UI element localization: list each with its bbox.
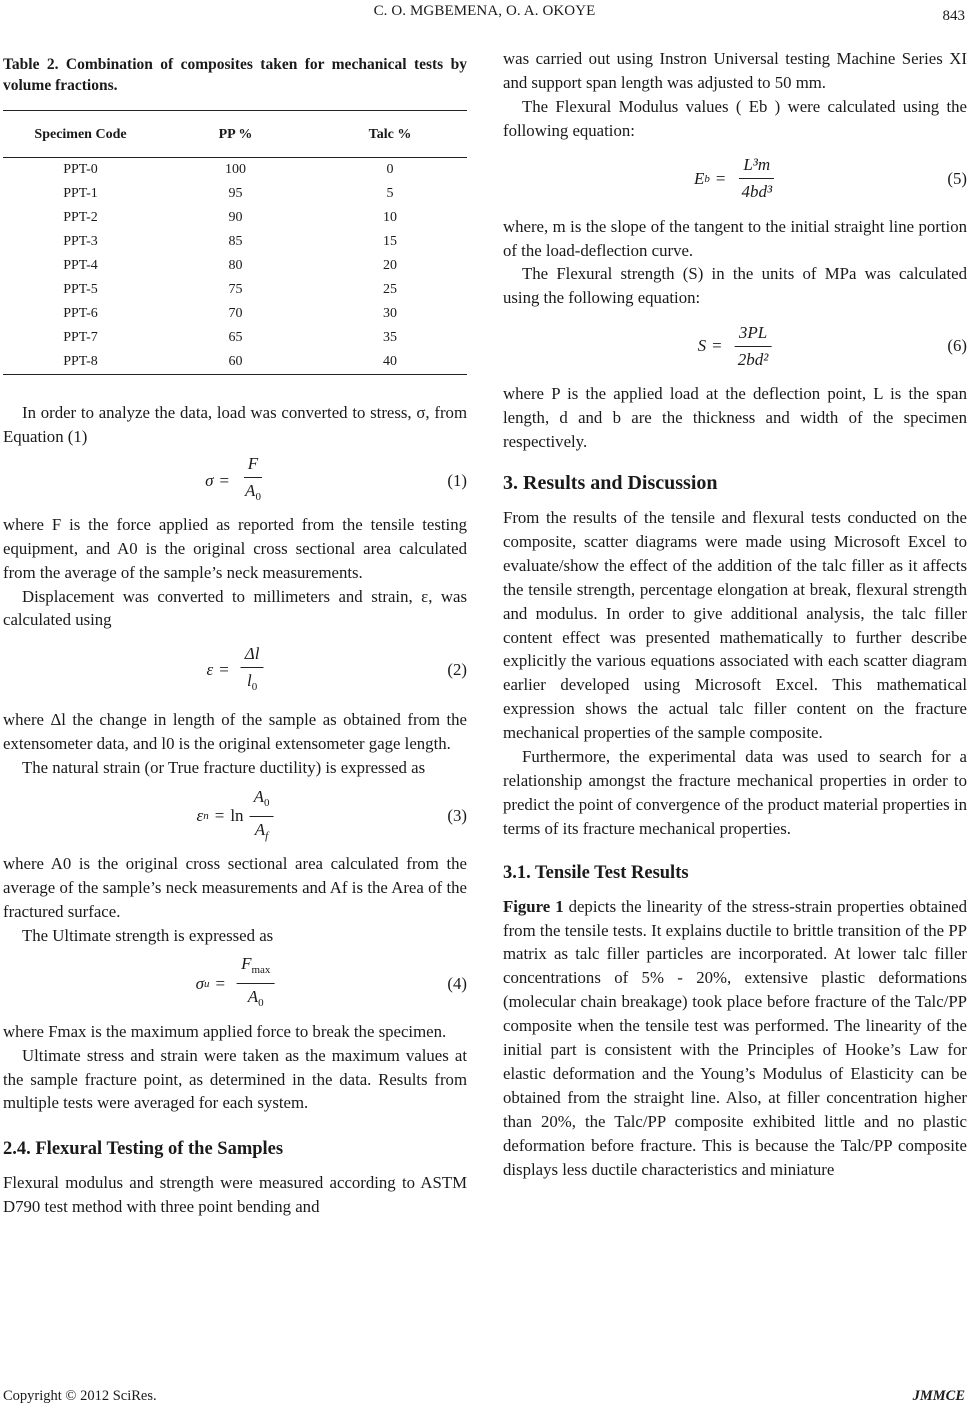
paragraph: where F is the force applied as reported from the tensile testing equipment, and A0 is the original cross sectional area calculated from the average of the sample’s neck measurements. <box>3 514 467 582</box>
eq2-lhs: ε <box>206 660 214 680</box>
paragraph: Figure 1 depicts the linearity of the stress-strain properties obtained from the tensile tests. It explains ductile to brittle transition of the PP matrix as talc filler particles are incorporated. At lower talc filler concentrations of 5% - 20%, extensive plastic deformations (molecular chain breakage) took place before fracture of the Talc/PP composite when the tensile test was performed. The linearity of the initial part is consistent with the Principles of Hooke’s Law for elastic deformation and the Young’s Modulus of Elasticity can be obtained from the straight line. Also, at filler concentration higher than 20%, the Talc/PP composite exhibited little and no plastic deformation before fracture. This is because the Talc/PP composite displays less ductile characteristics and miniature <box>503 896 967 1179</box>
cell-pp: 80 <box>228 258 243 273</box>
left-column <box>3 52 467 1219</box>
cell-pp: 60 <box>158 350 313 375</box>
table-row <box>3 254 467 278</box>
cell-talc: 10 <box>383 210 397 225</box>
eq3-denominator: A <box>254 819 266 839</box>
cell-talc: 15 <box>383 234 397 249</box>
table-row <box>3 182 467 206</box>
col-header-specimen-code: Specimen Code <box>3 111 158 158</box>
paragraph: The Flexural Modulus values ( Eb ) were calculated using the following equation: <box>503 96 967 140</box>
section-heading-2-4: 2.4. Flexural Testing of the Samples <box>3 1139 284 1160</box>
eq6-lhs: S <box>697 336 707 356</box>
equation-6: S = $\frac{3PL}{\text{2bd²}}$ (6) <box>697 322 967 369</box>
paragraph: was carried out using Instron Universal testing Machine Series XI and support span length was adjusted to 50 mm. <box>503 49 967 92</box>
eq2-numerator: Δl <box>241 644 264 668</box>
figure-1-reference[interactable]: Figure 1 <box>503 896 564 916</box>
cell-talc: 30 <box>383 306 397 321</box>
table-row <box>3 326 467 350</box>
cell-code: PPT-5 <box>63 282 98 297</box>
cell-talc: 5 <box>386 186 394 201</box>
eq3-numerator: A <box>253 786 264 806</box>
right-column <box>503 47 967 1182</box>
cell-pp: 70 <box>228 306 243 321</box>
eq1-label: (1) <box>447 470 467 490</box>
paragraph: From the results of the tensile and flexural tests conducted on the composite, scatter diagrams were made using Microsoft Excel to evaluate/show the effect of the addition of the talc filler as it affects the tensile strength, percentage elongation at break, flexural strength and modulus. In order to give additional analysis, the talc filler content effect was presented mathematically to further describe explicitly the various equations associated with each scatter diagram earlier developed using Microsoft Excel. This mathematical expression shows the actual talc filler content on the fracture mechanical properties of the sample composite. <box>503 507 967 743</box>
eq4-denominator: A <box>247 987 259 1007</box>
cell-pp: 85 <box>228 234 243 249</box>
eq5-denominator: 4bd³ <box>741 182 773 202</box>
cell-talc: 0 <box>386 162 394 177</box>
table-row <box>3 206 467 230</box>
eq6-denominator: 2bd² <box>737 349 769 369</box>
eq1-numerator: F <box>244 454 262 478</box>
page-number: 843 <box>942 8 965 24</box>
table-row <box>3 302 467 326</box>
table-row <box>3 230 467 254</box>
cell-talc: 20 <box>383 258 397 273</box>
equation-4: σ u = $\frac{F_{max}}{A_0}$ (4) <box>195 954 467 1010</box>
col-header-talc: Talc % <box>313 111 467 158</box>
cell-code: PPT-1 <box>63 186 98 201</box>
paragraph: Flexural modulus and strength were measured according to ASTM D790 test method with three point bending and <box>3 1173 467 1217</box>
footer-copyright: Copyright © 2012 SciRes. <box>3 1388 157 1404</box>
paragraph: The natural strain (or True fracture ductility) is expressed as <box>22 758 426 778</box>
eq6-label: (6) <box>947 336 967 356</box>
paragraph: The Flexural strength (S) in the units of MPa was calculated using the following equation: <box>503 264 967 308</box>
eq4-lhs: σ <box>195 973 204 993</box>
table-caption: Table 2. Combination of composites taken for mechanical tests by volume fractions. <box>3 56 467 94</box>
table-row <box>3 278 467 302</box>
cell-pp: 75 <box>228 282 243 297</box>
paragraph: In order to analyze the data, load was converted to stress, σ, from Equation (1) <box>3 403 467 446</box>
table-row <box>3 350 467 375</box>
paragraph: where P is the applied load at the deflection point, L is the span length, d and b are the thickness and width of the specimen respectively. <box>503 384 967 452</box>
eq4-label: (4) <box>447 973 467 993</box>
footer-journal: JMMCE <box>912 1388 965 1404</box>
section-heading-3-1: 3.1. Tensile Test Results <box>503 862 689 883</box>
eq2-label: (2) <box>447 660 467 680</box>
eq3-lhs: ε <box>196 806 204 826</box>
paragraph: where A0 is the original cross sectional area calculated from the average of the sample’s neck measurements and Af is the Area of the fractured surface. <box>3 854 467 921</box>
paragraph: Furthermore, the experimental data was used to search for a relationship amongst the fracture mechanical properties in order to predict the point of convergence of the product material properties in terms of its fracture mechanical properties. <box>503 747 967 838</box>
cell-talc: 25 <box>383 282 397 297</box>
eq3-label: (3) <box>447 806 467 826</box>
paragraph: where Δl the change in length of the sample as obtained from the extensometer data, and l0 is the original extensometer gage length. <box>3 710 467 754</box>
cell-pp: 100 <box>225 162 246 177</box>
col-header-pp: PP % <box>158 111 313 158</box>
table-row <box>3 158 467 183</box>
eq1-denominator: A <box>245 481 256 501</box>
eq5-lhs: E <box>693 168 705 188</box>
cell-code: PPT-6 <box>63 306 98 321</box>
cell-pp: 95 <box>228 186 243 201</box>
eq5-numerator: L³m <box>739 155 774 179</box>
cell-talc: 35 <box>383 330 397 345</box>
paragraph: Displacement was converted to millimeters and strain, ε, was calculated using <box>3 586 467 630</box>
cell-pp: 65 <box>228 330 243 345</box>
cell-code: PPT-3 <box>63 234 98 249</box>
eq2-denominator: l <box>247 670 252 690</box>
cell-pp: 90 <box>228 210 243 225</box>
cell-code: PPT-0 <box>63 162 98 177</box>
cell-code: PPT-8 <box>3 350 158 375</box>
paragraph: where, m is the slope of the tangent to the initial straight line portion of the load-deflection curve. <box>503 216 967 260</box>
section-heading-3: 3. Results and Discussion <box>503 471 718 494</box>
running-head-authors: C. O. MGBEMENA, O. A. OKOYE <box>373 3 596 19</box>
paragraph: where Fmax is the maximum applied force to break the specimen. <box>3 1021 447 1041</box>
eq1-lhs: σ <box>205 470 214 490</box>
equation-3: ε n = ln $\frac{A_0}{A_f}$ (3) <box>196 786 467 842</box>
eq6-numerator: 3PL <box>735 323 771 347</box>
cell-talc: 40 <box>313 350 467 375</box>
eq4-numerator: F <box>241 954 252 974</box>
equation-2: ε = $\frac{\Delta l}{l_0}$ (2) <box>206 643 467 693</box>
eq5-label: (5) <box>947 168 967 188</box>
paragraph: Ultimate stress and strain were taken as the maximum values at the sample fracture point, as determined in the data. Results from multiple tests were averaged for each system. <box>3 1045 467 1113</box>
composition-table <box>3 110 467 375</box>
eq3-ln: ln <box>230 806 244 826</box>
cell-code: PPT-7 <box>63 330 98 345</box>
table-header-row <box>3 111 467 158</box>
equation-1: σ = $\frac{F}{A_0}$ (1) <box>205 454 467 504</box>
equation-5: E b = $\frac{\text{L³m}}{\text{4bd³}}$ (5) <box>693 155 967 202</box>
cell-code: PPT-2 <box>63 210 98 225</box>
paragraph: The Ultimate strength is expressed as <box>22 925 274 945</box>
cell-code: PPT-4 <box>63 258 98 273</box>
